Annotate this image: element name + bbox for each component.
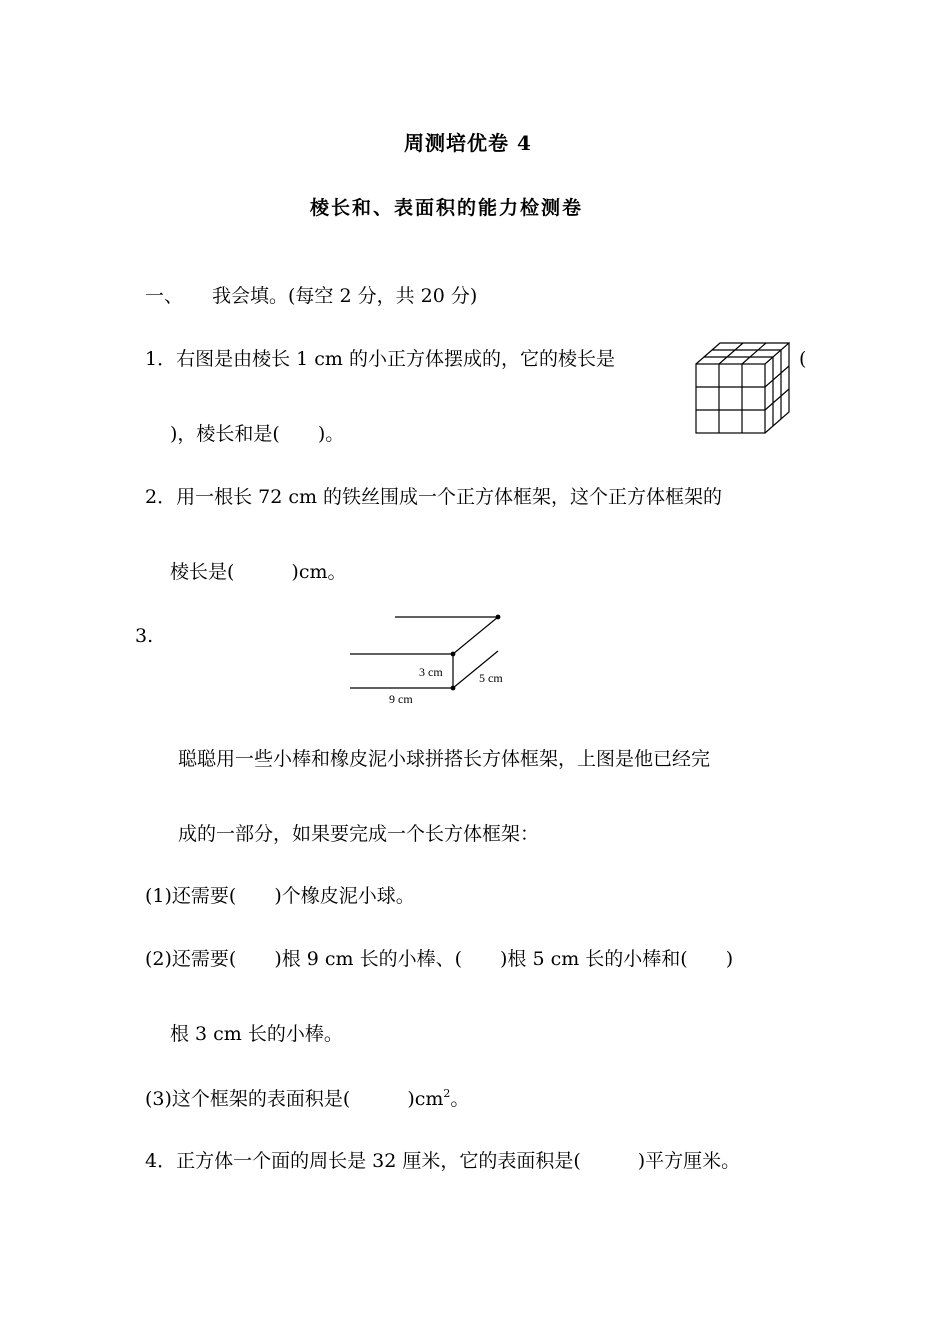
question-3-text-line-2: 成的一部分，如果要完成一个长方体框架： — [178, 823, 540, 845]
question-1-paren-open: ( — [799, 348, 807, 370]
question-2-line-1: 2．用一根长 72 cm 的铁丝围成一个正方体框架，这个正方体框架的 — [145, 486, 723, 508]
question-3-sub-3-end: 。 — [450, 1088, 470, 1110]
clay-ball — [451, 686, 456, 691]
question-3-sub-2-line-1: (2)还需要( )根 9 cm 长的小棒、( )根 5 cm 长的小棒和( ) — [145, 948, 734, 970]
superscript-2: 2 — [443, 1087, 451, 1100]
label-5cm: 5 cm — [479, 671, 503, 685]
question-3-sub-3 — [145, 1088, 469, 1109]
clay-ball — [496, 615, 501, 620]
question-3-sub-3-text: (3)这个框架的表面积是( )cm — [145, 1088, 444, 1110]
frame-figure — [345, 605, 525, 710]
question-2-line-2: 棱长是( )cm。 — [170, 561, 347, 583]
question-3-sub-1: (1)还需要( )个橡皮泥小球。 — [145, 885, 415, 907]
section-number: 一、 — [145, 285, 184, 307]
page-subtitle: 棱长和、表面积的能力检测卷 — [310, 197, 584, 219]
cube-figure — [690, 338, 790, 438]
question-1-line-1: 1．右图是由棱长 1 cm 的小正方体摆成的，它的棱长是 — [145, 348, 615, 370]
label-3cm: 3 cm — [419, 665, 443, 679]
clay-ball — [451, 652, 456, 657]
question-3-text-line-1: 聪聪用一些小棒和橡皮泥小球拼搭长方体框架，上图是他已经完 — [178, 748, 711, 770]
page-title: 周测培优卷 4 — [404, 131, 532, 155]
question-1-line-2: )，棱长和是( )。 — [170, 423, 345, 445]
section-heading: 我会填。(每空 2 分，共 20 分) — [212, 285, 478, 307]
question-3-number: 3. — [135, 625, 154, 647]
question-4: 4．正方体一个面的周长是 32 厘米，它的表面积是( )平方厘米。 — [145, 1150, 741, 1172]
label-9cm: 9 cm — [389, 692, 413, 706]
question-3-sub-2-line-2: 根 3 cm 长的小棒。 — [170, 1023, 343, 1045]
